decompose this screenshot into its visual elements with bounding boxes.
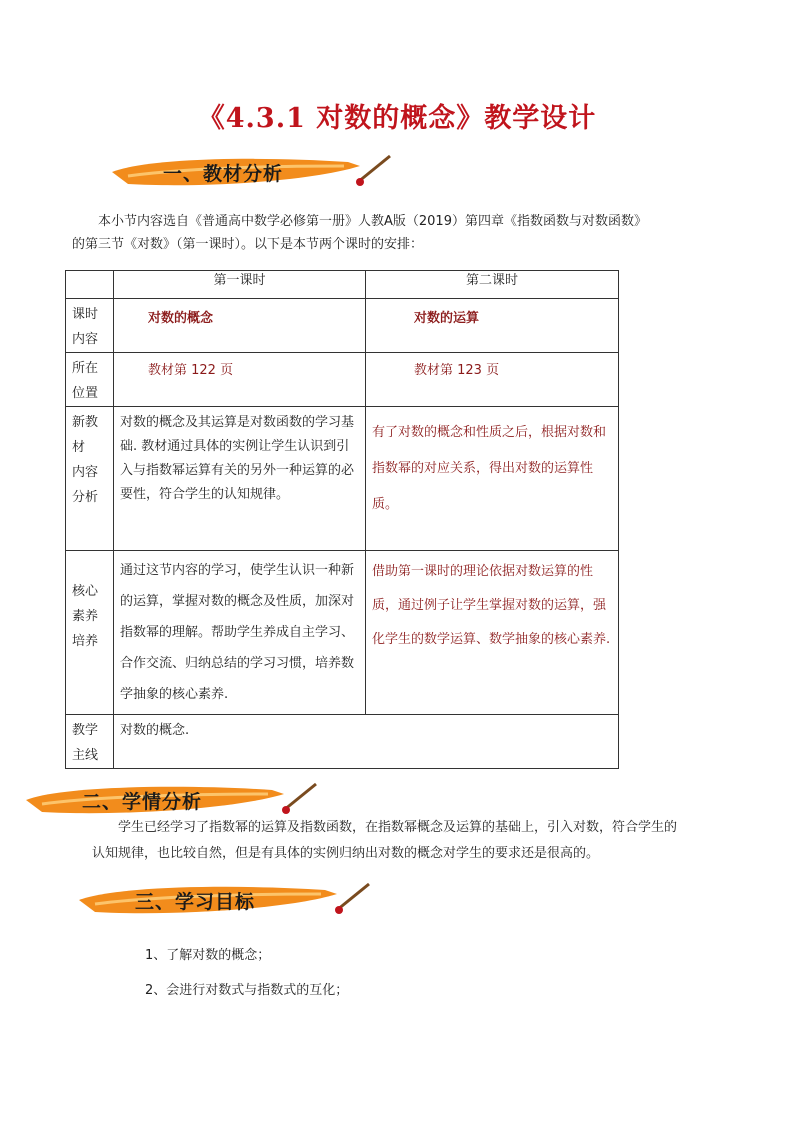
row-label-3: 新教 材 内容 分析	[66, 407, 114, 551]
intro-line-2: 的第三节《对数》（第一课时）。以下是本节两个课时的安排：	[72, 237, 424, 252]
learner-paragraph	[92, 815, 732, 867]
cell-r4-c2: 借助第一课时的理论依据对数运算的性质，通过例子让学生掌握对数的运算，强化学生的数学运算、数学抽象的核心素养.	[366, 551, 619, 715]
cell-r1-c2: 对数的运算	[366, 299, 619, 353]
col-header-2: 第二课时	[366, 271, 619, 299]
goal-item-1: 1、了解对数的概念；	[145, 948, 271, 963]
section-title-1: 一、教材分析	[163, 163, 284, 185]
section-banner-2	[22, 780, 322, 820]
section-title-2: 二、学情分析	[82, 791, 203, 813]
cell-r5-c1: 对数的概念.	[114, 715, 619, 769]
section-title-3: 三、学习目标	[135, 891, 256, 913]
cell-r3-c2: 有了对数的概念和性质之后，根据对数和指数幂的对应关系，得出对数的运算性质。	[366, 407, 619, 551]
row-label-5: 教学 主线	[66, 715, 114, 769]
learner-line-2: 认知规律，也比较自然，但是有具体的实例归纳出对数的概念对学生的要求还是很高的。	[92, 846, 600, 861]
cell-r1-c1: 对数的概念	[114, 299, 366, 353]
intro-line-1: 本小节内容选自《普通高中数学必修第一册》人教A版（2019）第四章《指数函数与对数函数》	[98, 214, 647, 229]
document-title: 《4.3.1 对数的概念》教学设计	[197, 103, 597, 134]
lesson-table	[65, 270, 619, 769]
row-label-1: 课时 内容	[66, 299, 114, 353]
row-label-2: 所在 位置	[66, 353, 114, 407]
table-corner-cell	[66, 271, 114, 299]
cell-r2-c2: 教材第 123 页	[366, 353, 619, 407]
section-banner-3	[75, 880, 375, 920]
intro-paragraph	[72, 210, 732, 256]
cell-r3-c1: 对数的概念及其运算是对数函数的学习基础. 教材通过具体的实例让学生认识到引入与指数幂运算有关的另外一种运算的必要性，符合学生的认知规律。	[114, 407, 366, 551]
cell-r4-c1: 通过这节内容的学习，使学生认识一种新的运算，掌握对数的概念及性质，加深对指数幂的理解。帮助学生养成自主学习、合作交流、归纳总结的学习习惯，培养数学抽象的核心素养.	[114, 551, 366, 715]
section-banner-1	[108, 152, 398, 192]
cell-r2-c1: 教材第 122 页	[114, 353, 366, 407]
goal-item-2: 2、会进行对数式与指数式的互化；	[145, 983, 349, 998]
learner-line-1: 学生已经学习了指数幂的运算及指数函数，在指数幂概念及运算的基础上，引入对数，符合学生的	[118, 820, 678, 835]
row-label-4: 核心 素养 培养	[66, 551, 114, 715]
col-header-1: 第一课时	[114, 271, 366, 299]
